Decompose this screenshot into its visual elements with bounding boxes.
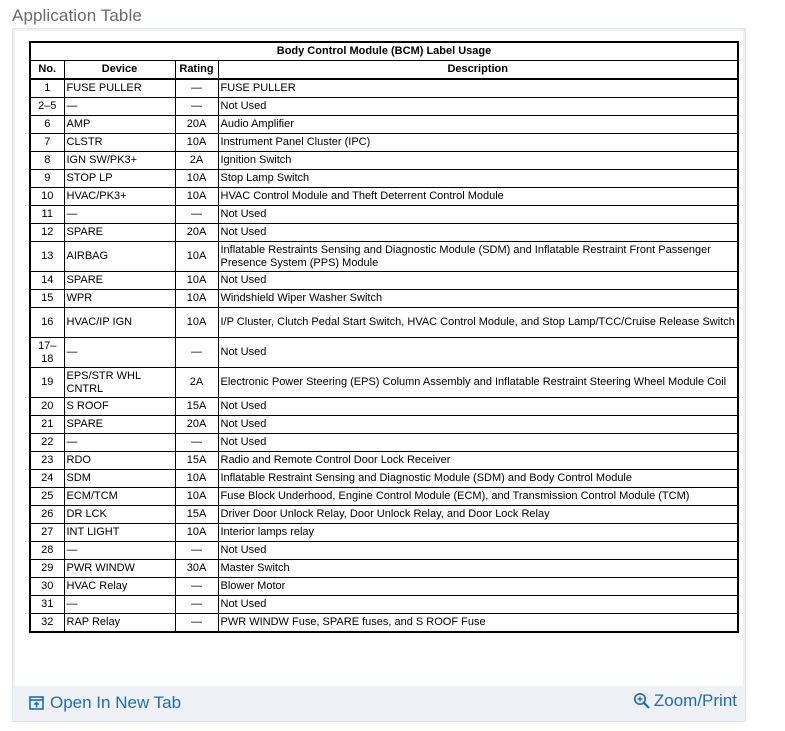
- table-row: [30, 560, 738, 578]
- cell-description: PWR WINDW Fuse, SPARE fuses, and S ROOF Fuse: [218, 614, 738, 633]
- open-in-new-tab-label: Open In New Tab: [50, 693, 182, 712]
- table-footer: [13, 686, 745, 721]
- cell-no: 12: [30, 224, 64, 242]
- cell-no: 13: [30, 242, 64, 272]
- cell-no: 17–18: [30, 338, 64, 368]
- cell-description: FUSE PULLER: [218, 79, 738, 98]
- table-row: [30, 614, 738, 633]
- cell-no: 7: [30, 134, 64, 152]
- cell-device: CLSTR: [64, 134, 175, 152]
- column-header-rating: Rating: [175, 61, 218, 80]
- table-row: [30, 79, 738, 98]
- cell-device: —: [64, 338, 175, 368]
- cell-device: HVAC/PK3+: [64, 188, 175, 206]
- table-row: [30, 170, 738, 188]
- cell-rating: —: [175, 578, 218, 596]
- table-row: [30, 596, 738, 614]
- cell-description: Not Used: [218, 272, 738, 290]
- cell-device: INT LIGHT: [64, 524, 175, 542]
- cell-no: 19: [30, 368, 64, 398]
- table-row: [30, 152, 738, 170]
- cell-description: Driver Door Unlock Relay, Door Unlock Relay, and Door Lock Relay: [218, 506, 738, 524]
- cell-rating: 10A: [175, 134, 218, 152]
- table-row: [30, 506, 738, 524]
- cell-no: 6: [30, 116, 64, 134]
- column-header-description: Description: [218, 61, 738, 80]
- cell-description: Fuse Block Underhood, Engine Control Module (ECM), and Transmission Control Module (TCM): [218, 488, 738, 506]
- cell-rating: 15A: [175, 452, 218, 470]
- cell-description: Not Used: [218, 596, 738, 614]
- cell-description: Master Switch: [218, 560, 738, 578]
- cell-no: 29: [30, 560, 64, 578]
- cell-rating: 30A: [175, 560, 218, 578]
- table-row: [30, 116, 738, 134]
- cell-rating: 15A: [175, 398, 218, 416]
- cell-description: Not Used: [218, 542, 738, 560]
- cell-no: 24: [30, 470, 64, 488]
- cell-no: 31: [30, 596, 64, 614]
- cell-rating: 10A: [175, 188, 218, 206]
- table-row: [30, 272, 738, 290]
- table-title: Body Control Module (BCM) Label Usage: [30, 42, 738, 61]
- column-header-device: Device: [64, 61, 175, 80]
- table-row: [30, 242, 738, 272]
- table-row: [30, 308, 738, 338]
- cell-no: 20: [30, 398, 64, 416]
- cell-description: Not Used: [218, 98, 738, 116]
- cell-description: I/P Cluster, Clutch Pedal Start Switch, HVAC Control Module, and Stop Lamp/TCC/Cruise Release Switch: [218, 308, 738, 338]
- cell-no: 30: [30, 578, 64, 596]
- cell-no: 21: [30, 416, 64, 434]
- cell-description: Interior lamps relay: [218, 524, 738, 542]
- cell-no: 26: [30, 506, 64, 524]
- cell-device: HVAC/IP IGN: [64, 308, 175, 338]
- cell-description: Not Used: [218, 398, 738, 416]
- cell-description: Audio Amplifier: [218, 116, 738, 134]
- table-row: [30, 542, 738, 560]
- cell-rating: 10A: [175, 272, 218, 290]
- cell-rating: —: [175, 542, 218, 560]
- cell-description: Ignition Switch: [218, 152, 738, 170]
- table-row: [30, 578, 738, 596]
- table-row: [30, 206, 738, 224]
- table-row: [30, 98, 738, 116]
- cell-no: 2–5: [30, 98, 64, 116]
- cell-description: Not Used: [218, 416, 738, 434]
- cell-description: Inflatable Restraint Sensing and Diagnostic Module (SDM) and Body Control Module: [218, 470, 738, 488]
- cell-rating: 10A: [175, 524, 218, 542]
- cell-rating: 2A: [175, 152, 218, 170]
- table-row: [30, 368, 738, 398]
- cell-rating: 20A: [175, 224, 218, 242]
- table-row: [30, 524, 738, 542]
- cell-device: ECM/TCM: [64, 488, 175, 506]
- cell-rating: 10A: [175, 470, 218, 488]
- cell-device: STOP LP: [64, 170, 175, 188]
- cell-no: 25: [30, 488, 64, 506]
- cell-device: FUSE PULLER: [64, 79, 175, 98]
- table-row: [30, 416, 738, 434]
- cell-no: 14: [30, 272, 64, 290]
- cell-device: PWR WINDW: [64, 560, 175, 578]
- cell-description: Not Used: [218, 206, 738, 224]
- cell-device: —: [64, 542, 175, 560]
- cell-no: 15: [30, 290, 64, 308]
- cell-rating: —: [175, 338, 218, 368]
- cell-device: —: [64, 206, 175, 224]
- cell-device: SPARE: [64, 224, 175, 242]
- cell-device: RDO: [64, 452, 175, 470]
- cell-description: Windshield Wiper Washer Switch: [218, 290, 738, 308]
- cell-rating: 10A: [175, 290, 218, 308]
- cell-device: SDM: [64, 470, 175, 488]
- cell-no: 32: [30, 614, 64, 633]
- cell-rating: 15A: [175, 506, 218, 524]
- cell-description: HVAC Control Module and Theft Deterrent Control Module: [218, 188, 738, 206]
- cell-description: Not Used: [218, 434, 738, 452]
- cell-rating: 20A: [175, 416, 218, 434]
- table-row: [30, 434, 738, 452]
- cell-rating: 20A: [175, 116, 218, 134]
- table-body: [30, 79, 738, 632]
- cell-device: RAP Relay: [64, 614, 175, 633]
- cell-rating: 10A: [175, 242, 218, 272]
- cell-device: —: [64, 434, 175, 452]
- cell-no: 22: [30, 434, 64, 452]
- table-row: [30, 452, 738, 470]
- cell-rating: 10A: [175, 170, 218, 188]
- column-header-no: No.: [30, 61, 64, 80]
- cell-description: Electronic Power Steering (EPS) Column Assembly and Inflatable Restraint Steering Wheel Module Coil: [218, 368, 738, 398]
- cell-rating: —: [175, 79, 218, 98]
- cell-rating: —: [175, 434, 218, 452]
- cell-device: S ROOF: [64, 398, 175, 416]
- table-row: [30, 224, 738, 242]
- table-row: [30, 188, 738, 206]
- cell-description: Instrument Panel Cluster (IPC): [218, 134, 738, 152]
- cell-rating: 2A: [175, 368, 218, 398]
- cell-device: WPR: [64, 290, 175, 308]
- cell-rating: —: [175, 98, 218, 116]
- cell-no: 27: [30, 524, 64, 542]
- cell-description: Blower Motor: [218, 578, 738, 596]
- open-in-new-tab-icon: [29, 696, 44, 710]
- table-row: [30, 488, 738, 506]
- cell-no: 9: [30, 170, 64, 188]
- cell-description: Stop Lamp Switch: [218, 170, 738, 188]
- cell-rating: 10A: [175, 488, 218, 506]
- table-row: [30, 134, 738, 152]
- table-row: [30, 290, 738, 308]
- cell-no: 8: [30, 152, 64, 170]
- table-row: [30, 338, 738, 368]
- cell-device: IGN SW/PK3+: [64, 152, 175, 170]
- cell-description: Inflatable Restraints Sensing and Diagnostic Module (SDM) and Inflatable Restraint Front Passenger Presence System (PPS) Module: [218, 242, 738, 272]
- table-row: [30, 398, 738, 416]
- cell-device: DR LCK: [64, 506, 175, 524]
- cell-description: Radio and Remote Control Door Lock Receiver: [218, 452, 738, 470]
- cell-device: HVAC Relay: [64, 578, 175, 596]
- application-table-card: [12, 28, 746, 722]
- cell-rating: —: [175, 596, 218, 614]
- cell-rating: —: [175, 614, 218, 633]
- cell-no: 16: [30, 308, 64, 338]
- cell-device: SPARE: [64, 416, 175, 434]
- cell-no: 28: [30, 542, 64, 560]
- cell-description: Not Used: [218, 224, 738, 242]
- zoom-print-label: Zoom/Print: [653, 691, 737, 710]
- cell-no: 10: [30, 188, 64, 206]
- table-row: [30, 470, 738, 488]
- cell-no: 23: [30, 452, 64, 470]
- cell-device: AIRBAG: [64, 242, 175, 272]
- cell-rating: —: [175, 206, 218, 224]
- bcm-label-usage-table: [29, 41, 739, 633]
- cell-device: AMP: [64, 116, 175, 134]
- cell-device: SPARE: [64, 272, 175, 290]
- page-title: Application Table: [12, 6, 142, 25]
- cell-device: EPS/STR WHL CNTRL: [64, 368, 175, 398]
- table-image-panel: [15, 31, 743, 686]
- cell-no: 1: [30, 79, 64, 98]
- zoom-in-icon: [633, 692, 651, 710]
- cell-device: —: [64, 98, 175, 116]
- cell-device: —: [64, 596, 175, 614]
- cell-rating: 10A: [175, 308, 218, 338]
- cell-description: Not Used: [218, 338, 738, 368]
- cell-no: 11: [30, 206, 64, 224]
- zoom-print-link[interactable]: [633, 691, 737, 711]
- open-in-new-tab-link[interactable]: [29, 693, 181, 713]
